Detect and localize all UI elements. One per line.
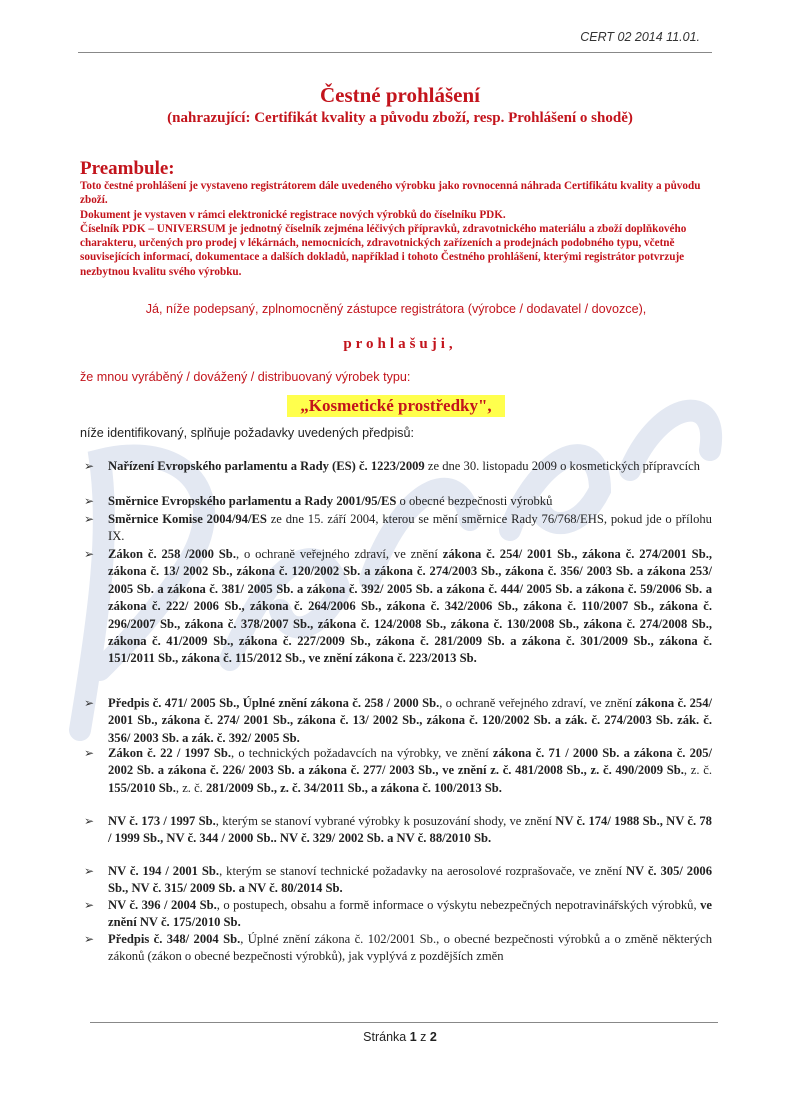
regulation-item — [84, 863, 712, 898]
document-title: Čestné prohlášení — [319, 83, 481, 107]
regulation-item — [84, 511, 712, 546]
regulation-bold-text: NV č. 305/ 2006 Sb., NV č. 315/ 2009 Sb. a NV č. 80/2014 Sb. — [108, 864, 712, 896]
declaration-heading: prohlašuji, — [343, 336, 457, 352]
regulation-bold-text: Nařízení Evropského parlamentu a Rady (ES) č. 1223/2009 — [108, 459, 425, 473]
regulation-text: , z. č. — [175, 780, 206, 795]
arrow-bullet-icon: ➢ — [84, 932, 95, 946]
preamble-heading: Preambule: — [80, 158, 175, 179]
regulation-text: o obecné bezpečnosti výrobků — [396, 494, 553, 508]
regulation-text: , kterým se stanoví technické požadavky na aerosolové rozprašovače, ve znění — [219, 864, 626, 878]
footer-rule — [90, 1022, 718, 1023]
arrow-bullet-icon: ➢ — [84, 494, 95, 508]
arrow-bullet-icon: ➢ — [84, 898, 95, 912]
regulation-bold-text: zákona č. 254/ 2001 Sb., zákona č. 274/ 2001 Sb., zákona č. 13/ 2002 Sb., zákona č. 120/2002 Sb. a zák. č. 274/2003 Sb. zák. č. 356/ 2003 Sb. a zák. č. 392/ 2005 Sb. — [108, 696, 712, 745]
regulation-text: ze dne 15. září 2004, kterou se mění směrnice Rady 76/768/EHS, pokud jde o přílohu IX. — [108, 512, 712, 544]
regulation-text: , o ochraně veřejného zdraví, ve znění — [439, 696, 636, 710]
preamble-paragraph: Dokument je vystaven v rámci elektronické registrace nových výrobků do číselníku PDK. — [80, 208, 506, 221]
regulation-bold-text: Zákon č. 258 /2000 Sb. — [108, 547, 236, 561]
regulation-text: , Úplné znění zákona č. 102/2001 Sb., o obecné bezpečnosti výrobků a o změně některých zákonů (zákon o obecné bezpečnosti výrobků), jak vyplývá z pozdějších změn — [108, 932, 712, 964]
regulation-text: ze dne 30. listopadu 2009 o kosmetických přípravcích — [424, 459, 700, 473]
regulation-bold-text: 155/2010 Sb. — [108, 780, 176, 795]
footer-page-number: 1 — [409, 1030, 417, 1044]
regulation-bold-text: zákona č. 254/ 2001 Sb., zákona č. 274/2001 Sb., zákona č. 13/ 2002 Sb., zákona č. 120/2002 Sb. a zákona č. 274/2003 Sb., zákona č. 356/ 2003 Sb. a zákona 253/ 2005 Sb. a zákona č. 381/ 2005 Sb. a zákona č. 392/ 2005 Sb. a zákona č. 444/ 2005 Sb. a zákona č. 59/2006 Sb. a zákona č. 222/ 2006 Sb., zákona č. 264/2006 Sb., zákona č. 342/2006 Sb., zákona č. 110/2007 Sb., zákona č. 296/2007 Sb., zákona č. 378/2007 Sb., zákona č. 124/2008 Sb., zákona č. 130/2008 Sb., zákona č. 274/2008 Sb., zákona č. 41/2009 Sb., zákona č. 227/2009 Sb., zákona č. 281/2009 Sb. a zákona č. 301/2009 Sb., zákona č. 151/2011 Sb., zákona č. 115/2012 Sb., ve znění zákona č. 223/2013 Sb. — [108, 547, 712, 666]
regulation-text: , kterým se stanoví vybrané výrobky k posuzování shody, ve znění — [215, 814, 556, 828]
regulation-item — [84, 931, 712, 966]
regulation-bold-text: NV č. 173 / 1997 Sb. — [108, 814, 216, 828]
preamble-paragraph: Toto čestné prohlášení je vystaveno registrátorem dále uvedeného výrobku jako rovnocenná náhrada Certifikátu kvality a původu zboží. — [80, 180, 701, 207]
regulation-text: , o postupech, obsahu a formě informace o výskytu nebezpečných nepotravinářských výrobků, — [216, 898, 701, 912]
regulation-bold-text: NV č. 396 / 2004 Sb. — [108, 898, 217, 912]
regulation-item — [84, 546, 712, 668]
regulation-bold-text: ve znění NV č. 175/2010 Sb. — [108, 898, 712, 930]
footer-page-total: 2 — [429, 1030, 437, 1044]
regulation-item — [84, 493, 712, 510]
regulation-bold-text: Předpis č. 471/ 2005 Sb., Úplné znění zákona č. 258 / 2000 Sb. — [108, 696, 440, 710]
arrow-bullet-icon: ➢ — [84, 746, 95, 760]
regulation-item — [84, 897, 712, 932]
product-type: „Kosmetické prostředky", — [287, 395, 505, 417]
declarant-line: Já, níže podepsaný, zplnomocněný zástupce registrátora (výrobce / dodavatel / dovozce), — [145, 302, 647, 316]
document-code: CERT 02 2014 11.01. — [580, 30, 700, 44]
regulation-text: , o ochraně veřejného zdraví, ve znění — [235, 547, 443, 561]
page-footer — [0, 1030, 800, 1044]
arrow-bullet-icon: ➢ — [84, 459, 95, 473]
regulation-item — [84, 458, 712, 475]
document-subtitle: (nahrazující: Certifikát kvality a původu zboží, resp. Prohlášení o shodě) — [167, 110, 633, 126]
regulation-bold-text: 281/2009 Sb., z. č. 34/2011 Sb., a zákona č. 100/2013 Sb. — [205, 780, 502, 795]
regulation-item — [84, 695, 712, 747]
footer-separator: z — [416, 1030, 430, 1044]
regulation-bold-text: Zákon č. 22 / 1997 Sb. — [108, 746, 232, 760]
regulation-bold-text: NV č. 174/ 1988 Sb., NV č. 78 / 1999 Sb., NV č. 344 / 2000 Sb.. NV č. 329/ 2002 Sb. a NV č. 88/2010 Sb. — [108, 814, 712, 846]
arrow-bullet-icon: ➢ — [84, 814, 95, 828]
arrow-bullet-icon: ➢ — [84, 512, 95, 526]
regulation-item — [84, 745, 713, 797]
header-rule — [78, 52, 712, 53]
footer-prefix: Stránka — [363, 1030, 410, 1044]
regulation-bold-text: Směrnice Komise 2004/94/ES — [108, 512, 267, 526]
regulation-bold-text: NV č. 194 / 2001 Sb. — [108, 864, 220, 878]
regulation-bold-text: Směrnice Evropského parlamentu a Rady 2001/95/ES — [108, 494, 397, 508]
preamble-paragraph: Číselník PDK – UNIVERSUM je jednotný číselník zejména léčivých přípravků, zdravotnického materiálu a zboží doplňkového charakteru, určených pro prodej v lékárnách, nemocnicích, zdravotnických zařízeních a prodejnách podobného typu, včetně souvisejících informací, dokumentace a dalších dokladů, například i tohoto Čestného prohlášení, kterými registrátor potvrzuje nezbytnou kvalitu svého výrobku. — [80, 222, 687, 278]
arrow-bullet-icon: ➢ — [84, 696, 95, 710]
regulation-item — [84, 813, 712, 848]
preamble-text — [80, 179, 710, 279]
regulation-bold-text: Předpis č. 348/ 2004 Sb. — [108, 932, 241, 946]
regulation-text: , o technických požadavcích na výrobky, ve znění — [231, 746, 493, 760]
requirements-line: níže identifikovaný, splňuje požadavky uvedených předpisů: — [80, 426, 414, 440]
arrow-bullet-icon: ➢ — [84, 547, 95, 561]
regulation-bold-text: zákona č. 71 / 2000 Sb. a zákona č. 205/ 2002 Sb. a zákona č. 226/ 2003 Sb. a zákona č. 277/ 2003 Sb., ve znění z. č. 481/2008 Sb., z. č. 490/2009 Sb. — [108, 746, 712, 778]
arrow-bullet-icon: ➢ — [84, 864, 95, 878]
product-line: že mnou vyráběný / dovážený / distribuovaný výrobek typu: — [80, 370, 411, 384]
regulation-text: , z. č. — [683, 763, 713, 778]
